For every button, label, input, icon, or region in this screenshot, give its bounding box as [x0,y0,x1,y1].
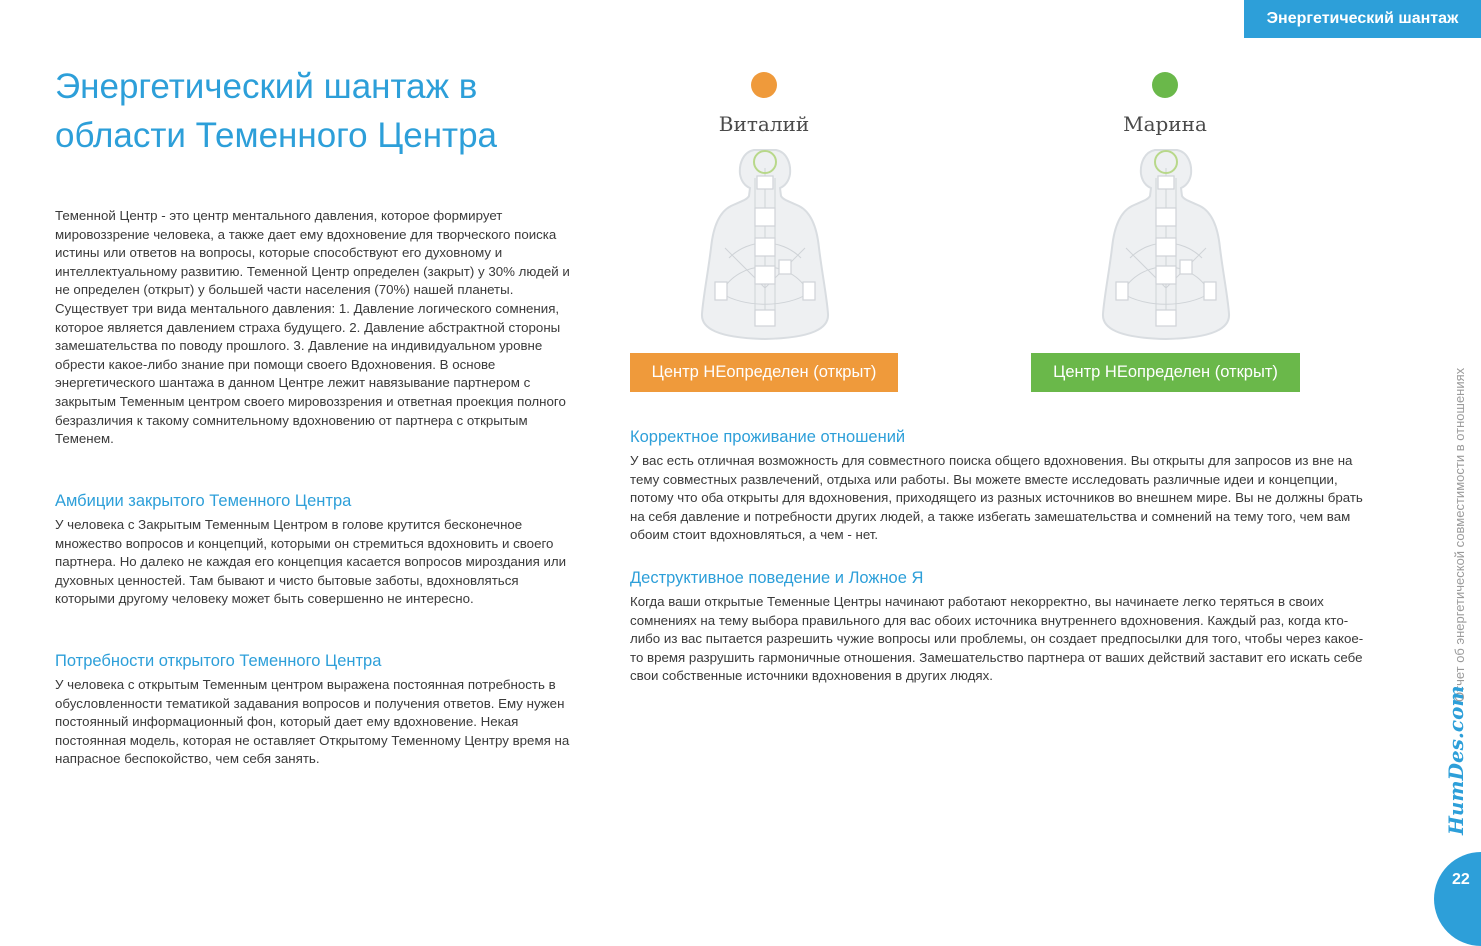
status-badge-vitaliy [630,353,898,392]
bodygraph-icon [699,148,831,342]
person-vitaliy [654,72,874,136]
page-number-badge [1434,852,1481,946]
page-number: 22 [1452,871,1470,888]
closed-center-heading: Амбиции закрытого Теменного Центра [55,492,352,510]
status-badge-marina [1031,353,1300,392]
status-label: Центр НЕопределен (открыт) [1053,363,1278,381]
bodygraph-icon [1100,148,1232,342]
person-color-dot [751,72,777,98]
person-color-dot [1152,72,1178,98]
open-center-text: У человека с открытым Теменным центром выражена постоянная потребность в обусловленности тематикой задавания вопросов и получения ответов. Ему нужен постоянный информационный фон, который дает ему вдохновение. Некая постоянная модель, которая не оставляет Открытому Теменному Центру время на напрасное беспокойство, чем себя занять. [55,677,570,767]
page-title: Энергетический шантаж в области Теменного Центра [55,67,497,155]
person-name: Марина [1123,112,1207,136]
intro-paragraph: Теменной Центр - это центр ментального давления, которое формирует мировоззрение человека, а также дает ему вдохновение для творческого поиска истины или ответов на вопросы, которые способствуют его духовному и интеллектуальному развитию. Теменной Центр определен (закрыт) у 30% людей и не определен (открыт) у большей части населения (70%) нашей планеты. Существует три вида ментального давления: 1. Давление логического сомнения, которое является давлением страха будущего. 2. Давление абстрактной стороны замешательства по поводу прошлого. 3. Давление на индивидуальном уровне обрести какое-либо знание при помощи своего Вдохновения. В основе энергетического шантажа в данном Центре лежит навязывание партнером с закрытым Теменным центром своего мировоззрения и ответная проекция полного безразличия к такому сомнительному вдохновению от партнера с открытым Теменем. [55,208,570,447]
destructive-text: Когда ваши открытые Теменные Центры начинают работают некорректно, вы начинаете легко теряться в своих сомнениях на тему выбора правильного для вас обоих источника внутреннего вдохновения. Каждый раз, когда кто-либо из вас пытается разрешить чужие вопросы или проблемы, он создает предпосылки для того, чтобы через какое-то время разрушить гармоничные отношения. Замешательство партнера от ваших действий заставит его искать себе свои собственные источники вдохновения в других людях. [630,594,1364,684]
person-name: Виталий [718,112,810,136]
person-marina [1055,72,1275,136]
closed-center-text: У человека с Закрытым Теменным Центром в голове крутится бесконечное множество вопросов и концепций, которыми он стремиться вдохновить и своего партнера. Но далеко не каждая его концепция касается вопросов мироздания или духовных ценностей. Там бывают и чисто бытовые заботы, вдохновляться которыми другому человеку может быть совершенно не интересно. [55,517,567,607]
correct-living-text: У вас есть отличная возможность для совместного поиска общего вдохновения. Вы открыты для запросов из вне на тему совместных развлечений, отдыха или работы. Вы можете вместе исследовать различные идеи и концепции, потому что оба открыты для вдохновения, приходящего из разных источников во внешнем мире. Вы не должны брать на себя давление и потребности других людей, а также избегать замешательства и сомнений на тему того, чем вам обоим стоит вдохновляться, а чем - нет. [630,453,1363,543]
status-label: Центр НЕопределен (открыт) [651,363,877,381]
report-title-vertical: Отчет об энергетической совместимости в отношениях [1452,367,1467,702]
section-tab-label: Энергетический шантаж [1266,10,1459,27]
section-tab [1244,0,1481,38]
correct-living-heading: Корректное проживание отношений [630,428,906,446]
open-center-heading: Потребности открытого Теменного Центра [55,652,382,670]
destructive-heading: Деструктивное поведение и Ложное Я [630,569,924,587]
humdes-logo: HumDes.com [1444,685,1468,835]
